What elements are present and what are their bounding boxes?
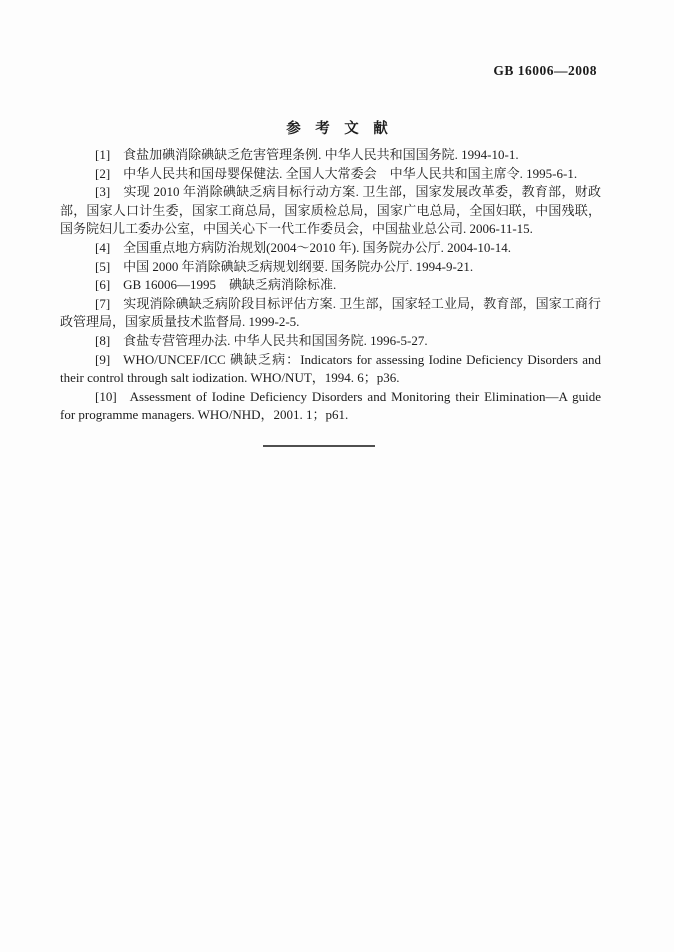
reference-text: 实现 2010 年消除碘缺乏病目标行动方案. 卫生部，国家发展改革委，教育部，财政部，国家人口计生委，国家工商总局，国家质检总局，国家广电总局，全国妇联，中国残联，国务院妇儿工委办公室，中国关心下一代工作委员会，中国盐业总公司. 2006-11-15. — [60, 184, 601, 237]
reference-label: [1] — [95, 147, 111, 162]
reference-label: [3] — [95, 184, 111, 200]
reference-list — [60, 146, 601, 425]
reference-label: [6] — [95, 277, 111, 293]
reference-text: Assessment of Iodine Deficiency Disorders and Monitoring their Elimination—A guide for programme managers. WHO/NHD，2001. 1；p61. — [60, 388, 601, 423]
reference-item — [60, 183, 601, 239]
reference-item — [60, 295, 601, 332]
reference-item — [60, 146, 601, 165]
reference-text: WHO/UNCEF/ICC 碘缺乏病：Indicators for assessing Iodine Deficiency Disorders and their control through salt iodization. WHO/NUT，1994. 6；p36. — [60, 351, 601, 386]
reference-label: [8] — [95, 332, 111, 348]
reference-item — [60, 165, 601, 184]
reference-label: [2] — [95, 165, 111, 181]
reference-label: [7] — [95, 295, 111, 311]
reference-text: 中华人民共和国母婴保健法. 全国人大常委会 中华人民共和国主席令. 1995-6-1. — [123, 165, 578, 181]
reference-text: 食盐专营管理办法. 中华人民共和国国务院. 1996-5-27. — [123, 332, 428, 348]
reference-text: GB 16006—1995 碘缺乏病消除标准. — [123, 277, 337, 293]
reference-text: 实现消除碘缺乏病阶段目标评估方案. 卫生部，国家轻工业局，教育部，国家工商行政管理局，国家质量技术监督局. 1999-2-5. — [60, 295, 601, 330]
reference-label: [4] — [95, 239, 111, 255]
reference-item — [60, 276, 601, 295]
reference-text: 中国 2000 年消除碘缺乏病规划纲要. 国务院办公厅. 1994-9-21. — [123, 258, 474, 274]
reference-item — [60, 351, 601, 388]
reference-label: [5] — [95, 258, 111, 274]
reference-item — [60, 239, 601, 258]
reference-label: [10] — [95, 388, 117, 404]
end-of-document-divider — [263, 445, 375, 447]
reference-label: [9] — [95, 351, 111, 367]
reference-item — [60, 258, 601, 277]
reference-item — [60, 388, 601, 425]
reference-text: 食盐加碘消除碘缺乏危害管理条例. 中华人民共和国国务院. 1994-10-1. — [123, 147, 519, 162]
page-title: 参 考 文 献 — [286, 121, 388, 137]
reference-item — [60, 332, 601, 351]
reference-text: 全国重点地方病防治规划(2004～2010 年). 国务院办公厅. 2004-10-14. — [123, 239, 511, 255]
standard-code: GB 16006—2008 — [493, 63, 597, 78]
